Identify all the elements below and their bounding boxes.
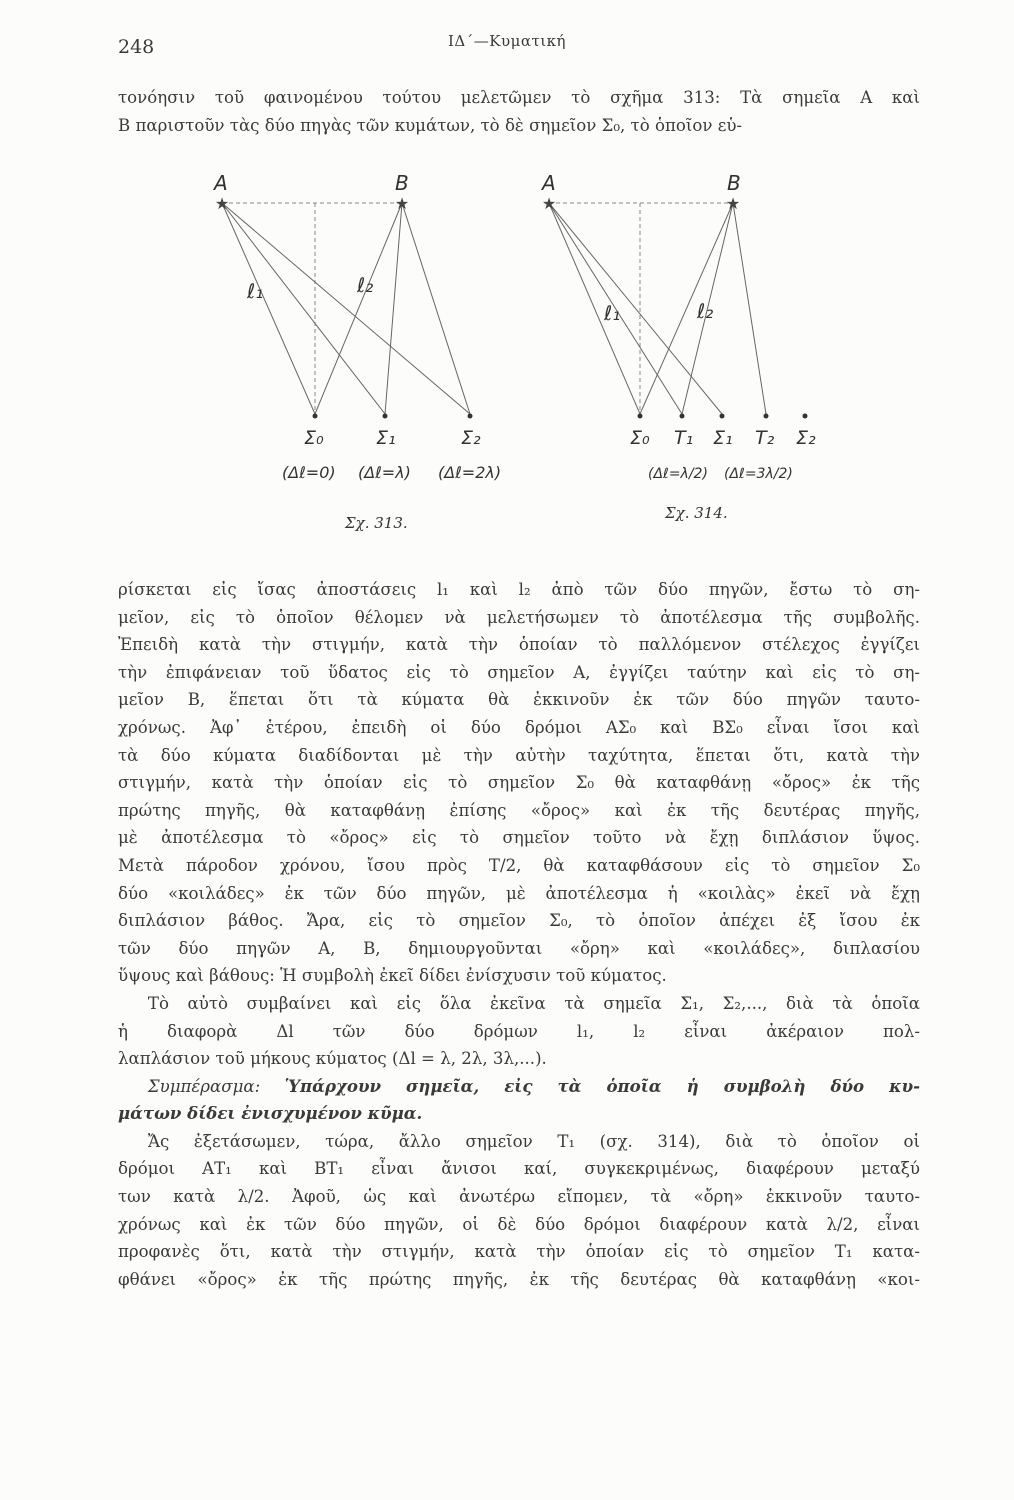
path-a-s1	[222, 203, 385, 414]
point-dot	[383, 414, 388, 419]
source-star-icon: ★	[394, 194, 410, 213]
path-a-s0	[549, 203, 640, 414]
fig314-path-l2: ℓ₂	[697, 299, 714, 323]
text-line: στιγμήν, κατὰ τὴν ὁποίαν εἰς τὸ σημεῖον Σ₀ θὰ καταφθάνῃ «ὄρος» ἐκ τῆς	[118, 773, 920, 793]
path-b-s2	[402, 203, 470, 414]
path-a-s0	[222, 203, 315, 414]
fig313-path-l2: ℓ₂	[357, 273, 374, 297]
text-line: ρίσκεται εἰς ἴσας ἀποστάσεις l₁ καὶ l₂ ἀπὸ τῶν δύο πηγῶν, ἔστω τὸ ση-	[118, 580, 920, 599]
text-line: μεῖον Β, ἕπεται ὅτι τὰ κύματα θὰ ἐκκινοῦν ἐκ τῶν δύο πηγῶν ταυτο-	[118, 690, 920, 710]
body-text	[118, 576, 920, 1293]
conclusion-text: μάτων δίδει ἐνισχυμένον κῦμα.	[118, 1103, 423, 1124]
text-line: Β παριστοῦν τὰς δύο πηγὰς τῶν κυμάτων, τὸ δὲ σημεῖον Σ₀, τὸ ὁποῖον εὑ-	[118, 115, 743, 135]
fig314-path-l1: ℓ₁	[604, 301, 621, 325]
text-line: τῶν δύο πηγῶν Α, Β, δημιουργοῦνται «ὄρη» καὶ «κοιλάδες», διπλασίου	[118, 938, 920, 958]
fig313-path-l1: ℓ₁	[247, 279, 264, 303]
conclusion-line	[118, 1073, 920, 1101]
text-line: Ἄς ἐξετάσωμεν, τώρα, ἄλλο σημεῖον Τ₁ (σχ. 314), διὰ τὸ ὁποῖον οἱ	[147, 1131, 920, 1151]
path-a-s2	[222, 203, 470, 414]
fig314-caption: Σχ. 314.	[665, 504, 728, 522]
text-line: Ἐπειδὴ κατὰ τὴν στιγμήν, κατὰ τὴν ὁποίαν τὸ παλλόμενον στέλεχος ἐγγίζει	[118, 635, 920, 655]
path-b-s0	[315, 203, 402, 414]
fig314-point-t1: T₁	[674, 427, 694, 449]
fig314-label-b: B	[727, 171, 741, 195]
figure-313	[212, 171, 501, 532]
fig314-label-a: A	[542, 171, 556, 195]
page-number: 248	[118, 36, 155, 58]
point-dot	[803, 414, 808, 419]
conclusion-text: Ὑπάρχουν σημεῖα, εἰς τὰ ὁποῖα ἡ συμβολὴ δύο κυ-	[284, 1075, 920, 1096]
intro-text	[118, 84, 920, 139]
text-line: διπλάσιον βάθος. Ἄρα, εἰς τὸ σημεῖον Σ₀, τὸ ὁποῖον ἀπέχει ἐξ ἴσου ἐκ	[118, 911, 920, 931]
fig314-point-t2: T₂	[755, 427, 775, 449]
text-line: φθάνει «ὄρος» ἐκ τῆς πρώτης πηγῆς, ἐκ τῆς δευτέρας θὰ καταφθάνῃ «κοι-	[118, 1269, 920, 1289]
source-star-icon: ★	[541, 194, 557, 213]
text-line: πρώτης πηγῆς, θὰ καταφθάνῃ ἐπίσης «ὄρος» καὶ ἐκ τῆς δευτέρας πηγῆς,	[118, 800, 920, 820]
text-line: ὕψους καὶ βάθους: Ἡ συμβολὴ ἐκεῖ δίδει ἐνίσχυσιν τοῦ κύματος.	[118, 966, 667, 986]
fig314-point-s0: Σ₀	[630, 427, 650, 449]
text-line: προφανὲς ὅτι, κατὰ τὴν στιγμήν, κατὰ τὴν ὁποίαν εἰς τὸ σημεῖον Τ₁ κατα-	[118, 1242, 920, 1262]
point-dot	[638, 414, 643, 419]
fig313-cond-1: (Δℓ=λ)	[358, 463, 411, 482]
text-line: Μετὰ πάροδον χρόνου, ἴσου πρὸς Τ/2, θὰ καταφθάσουν εἰς τὸ σημεῖον Σ₀	[118, 855, 920, 875]
conclusion-label: Συμπέρασμα:	[147, 1076, 261, 1096]
text-line: τὰ δύο κύματα διαδίδονται μὲ τὴν αὐτὴν ταχύτητα, ἕπεται ὅτι, κατὰ τὴν	[118, 745, 920, 765]
text-line: Τὸ αὐτὸ συμβαίνει καὶ εἰς ὅλα ἐκεῖνα τὰ σημεῖα Σ₁, Σ₂,..., διὰ τὰ ὁποῖα	[147, 993, 920, 1013]
fig313-cond-2: (Δℓ=2λ)	[438, 463, 502, 482]
text-line: λαπλάσιον τοῦ μήκους κύματος (Δl = λ, 2λ, 3λ,...).	[118, 1049, 547, 1069]
source-star-icon: ★	[725, 194, 741, 213]
point-dot	[468, 414, 473, 419]
fig314-cond-1: (Δℓ=3λ/2)	[724, 466, 793, 482]
text-line: μεῖον, εἰς τὸ ὁποῖον θέλομεν νὰ μελετήσωμεν τὸ ἀποτέλεσμα τῆς συμβολῆς.	[118, 607, 920, 627]
text-line: δρόμοι ΑΤ₁ καὶ ΒΤ₁ εἶναι ἄνισοι καί, συγκεκριμένως, διαφέρουν μεταξύ	[118, 1159, 920, 1179]
figure-314	[540, 171, 816, 522]
fig313-caption: Σχ. 313.	[345, 514, 408, 532]
text-line: των κατὰ λ/2. Ἀφοῦ, ὡς καὶ ἀνωτέρω εἴπομεν, τὰ «ὄρη» ἐκκινοῦν ταυτο-	[118, 1187, 920, 1207]
text-line: χρόνως καὶ ἐκ τῶν δύο πηγῶν, οἱ δὲ δύο δρόμοι διαφέρουν κατὰ λ/2, εἶναι	[118, 1214, 920, 1234]
conclusion-line	[118, 1100, 920, 1128]
text-line: δύο «κοιλάδες» ἐκ τῶν δύο πηγῶν, μὲ ἀποτέλεσμα ἡ «κοιλὰς» ἐκεῖ νὰ ἔχῃ	[118, 883, 920, 903]
fig313-point-s2: Σ₂	[461, 427, 481, 449]
text-line: μὲ ἀποτέλεσμα τὸ «ὄρος» εἰς τὸ σημεῖον τοῦτο νὰ ἔχῃ διπλάσιον ὕψος.	[118, 828, 920, 848]
point-dot	[720, 414, 725, 419]
figures-313-314	[0, 150, 1014, 540]
page-header	[118, 30, 918, 62]
text-line: τονόησιν τοῦ φαινομένου τούτου μελετῶμεν τὸ σχῆμα 313: Τὰ σημεῖα Α καὶ	[118, 88, 920, 107]
running-title: ΙΔ΄—Κυματική	[448, 32, 567, 50]
fig314-point-s2: Σ₂	[796, 427, 816, 449]
fig314-cond-0: (Δℓ=λ/2)	[648, 466, 708, 482]
fig313-point-s1: Σ₁	[376, 427, 396, 449]
fig313-label-b: B	[395, 171, 409, 195]
point-dot	[680, 414, 685, 419]
point-dot	[313, 414, 318, 419]
text-line: χρόνως. Ἀφ᾿ ἑτέρου, ἐπειδὴ οἱ δύο δρόμοι ΑΣ₀ καὶ ΒΣ₀ εἶναι ἴσοι καὶ	[118, 717, 920, 737]
point-dot	[764, 414, 769, 419]
path-b-t2	[733, 203, 766, 414]
fig313-label-a: A	[214, 171, 228, 195]
path-b-s1	[385, 203, 402, 414]
text-line: ἡ διαφορὰ Δl τῶν δύο δρόμων l₁, l₂ εἶναι ἀκέραιον πολ-	[118, 1021, 920, 1041]
fig313-cond-0: (Δℓ=0)	[282, 463, 336, 482]
source-star-icon: ★	[214, 194, 230, 213]
fig314-point-s1: Σ₁	[713, 427, 733, 449]
fig313-point-s0: Σ₀	[304, 427, 324, 449]
path-b-s0	[640, 203, 733, 414]
text-line: τὴν ἐπιφάνειαν τοῦ ὕδατος εἰς τὸ σημεῖον Α, ἐγγίζει ταύτην καὶ εἰς τὸ ση-	[118, 662, 920, 682]
